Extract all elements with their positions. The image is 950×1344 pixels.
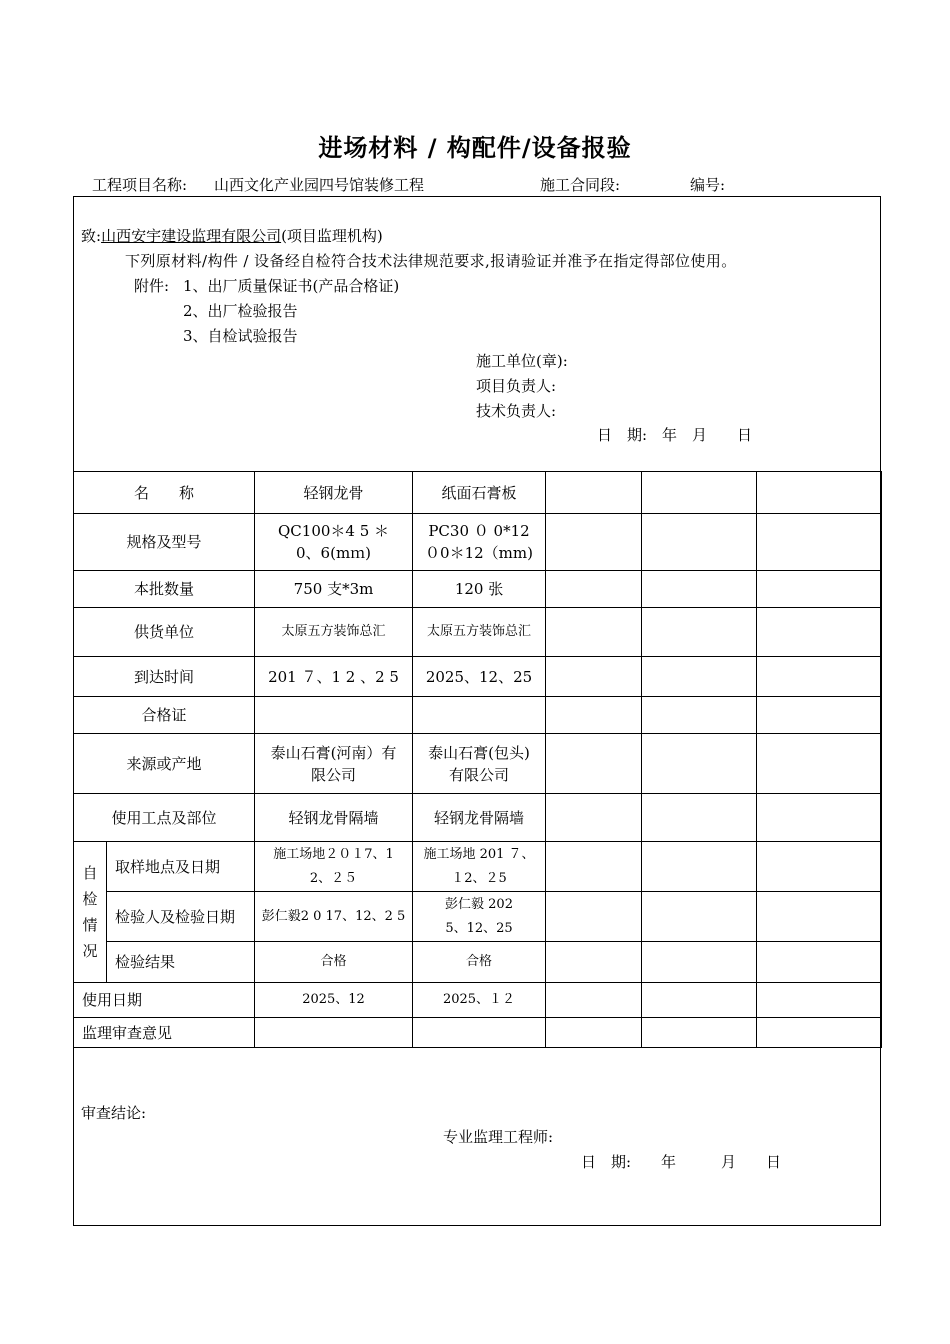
empty-cell [757, 571, 882, 608]
material-2-arrival: 2025、12、25 [413, 657, 546, 697]
project-manager-label: 项目负责人: [476, 377, 557, 395]
empty-cell [546, 942, 642, 983]
supervising-engineer-label: 专业监理工程师: [443, 1128, 554, 1146]
row-label-qty: 本批数量 [74, 571, 255, 608]
table-row [74, 657, 882, 697]
to-prefix: 致: [81, 227, 102, 245]
row-label-arrival: 到达时间 [74, 657, 255, 697]
empty-cell [642, 794, 757, 842]
row-label-sampling: 取样地点及日期 [107, 842, 255, 892]
empty-cell [546, 571, 642, 608]
number-label: 编号: [690, 176, 726, 194]
table-row [74, 571, 882, 608]
empty-cell [642, 892, 757, 942]
attachments-label: 附件: [134, 277, 170, 295]
material-1-origin: 泰山石膏(河南）有限公司 [255, 734, 413, 794]
empty-cell [546, 842, 642, 892]
contractor-seal-label: 施工单位(章): [476, 352, 568, 370]
material-1-use-date: 2025、12 [255, 983, 413, 1018]
table-row [74, 734, 882, 794]
material-2-use-date: 2025、１２ [413, 983, 546, 1018]
material-1-qty: 750 支*3m [255, 571, 413, 608]
attachment-item: 2、出厂检验报告 [183, 302, 298, 320]
empty-cell [546, 794, 642, 842]
material-1-supplier: 太原五方装饰总汇 [255, 608, 413, 657]
supervisor-company: 山西安宇建设监理有限公司 [101, 227, 282, 245]
submission-date-label: 日 期: 年 月 日 [597, 426, 753, 444]
empty-cell [757, 842, 882, 892]
empty-cell [546, 983, 642, 1018]
row-label-cert: 合格证 [74, 697, 255, 734]
empty-cell [757, 472, 882, 514]
empty-cell [546, 608, 642, 657]
self-check-group-label: 自检情况 [74, 842, 107, 983]
empty-cell [546, 657, 642, 697]
row-label-inspector: 检验人及检验日期 [107, 892, 255, 942]
empty-cell [757, 942, 882, 983]
technical-lead-label: 技术负责人: [476, 402, 557, 420]
empty-cell [757, 892, 882, 942]
material-1-arrival: 201 ７、1 2 、2 5 [255, 657, 413, 697]
addressee-line [81, 225, 383, 246]
empty-cell [546, 697, 642, 734]
empty-cell [642, 1018, 757, 1048]
review-conclusion-label: 审查结论: [81, 1104, 147, 1122]
empty-cell [757, 657, 882, 697]
materials-table [73, 471, 882, 1048]
empty-cell [642, 514, 757, 571]
empty-cell [757, 1018, 882, 1048]
row-label-supplier: 供货单位 [74, 608, 255, 657]
empty-cell [546, 514, 642, 571]
row-label-review: 监理审查意见 [74, 1018, 255, 1048]
project-name-value: 山西文化产业园四号馆装修工程 [214, 176, 425, 194]
empty-cell [255, 1018, 413, 1048]
table-row [74, 794, 882, 842]
table-row [74, 608, 882, 657]
form-title: 进场材料 / 构配件/设备报验 [318, 134, 632, 162]
material-1-cert [255, 697, 413, 734]
empty-cell [642, 608, 757, 657]
attachment-item: 1、出厂质量保证书(产品合格证) [183, 277, 400, 295]
row-label-name: 名 称 [74, 472, 255, 514]
material-1-inspector: 彭仁毅2 0 17、12、2 5 [255, 892, 413, 942]
material-2-usage: 轻钢龙骨隔墙 [413, 794, 546, 842]
material-2-qty: 120 张 [413, 571, 546, 608]
to-suffix: (项目监理机构) [281, 227, 383, 245]
empty-cell [642, 842, 757, 892]
attachment-item: 3、自检试验报告 [183, 327, 298, 345]
row-label-usage: 使用工点及部位 [74, 794, 255, 842]
table-row [74, 942, 882, 983]
material-2-supplier: 太原五方装饰总汇 [413, 608, 546, 657]
empty-cell [642, 942, 757, 983]
material-2-inspector: 彭仁毅 2025、12、25 [413, 892, 546, 942]
table-row [74, 697, 882, 734]
empty-cell [642, 657, 757, 697]
empty-cell [757, 514, 882, 571]
project-name-label: 工程项目名称: [92, 176, 188, 194]
material-2-result: 合格 [413, 942, 546, 983]
empty-cell [546, 734, 642, 794]
material-2-origin: 泰山石膏(包头)有限公司 [413, 734, 546, 794]
material-1-name: 轻钢龙骨 [255, 472, 413, 514]
material-2-sampling: 施工场地 201 ７、１2、２5 [413, 842, 546, 892]
empty-cell [757, 608, 882, 657]
row-label-spec: 规格及型号 [74, 514, 255, 571]
empty-cell [642, 571, 757, 608]
material-1-spec: QC100＊4 5 ＊0、6(mｍ) [255, 514, 413, 571]
empty-cell [413, 1018, 546, 1048]
empty-cell [642, 472, 757, 514]
empty-cell [546, 1018, 642, 1048]
table-row [74, 983, 882, 1018]
empty-cell [757, 983, 882, 1018]
empty-cell [757, 734, 882, 794]
table-row [74, 472, 882, 514]
material-2-cert [413, 697, 546, 734]
empty-cell [546, 472, 642, 514]
submission-body: 下列原材料/构件 / 设备经自检符合技术法律规范要求,报请验证并准予在指定得部位使用。 [125, 252, 737, 270]
empty-cell [642, 983, 757, 1018]
contract-section-label: 施工合同段: [540, 176, 621, 194]
material-2-spec: PC30 ０ 0*12 ０0＊12（mm) [413, 514, 546, 571]
material-1-sampling: 施工场地２０１7、12、２５ [255, 842, 413, 892]
row-label-origin: 来源或产地 [74, 734, 255, 794]
row-label-use-date: 使用日期 [74, 983, 255, 1018]
empty-cell [642, 697, 757, 734]
material-2-name: 纸面石膏板 [413, 472, 546, 514]
table-row [74, 514, 882, 571]
material-1-usage: 轻钢龙骨隔墙 [255, 794, 413, 842]
table-row [74, 892, 882, 942]
empty-cell [546, 892, 642, 942]
empty-cell [642, 734, 757, 794]
empty-cell [757, 794, 882, 842]
table-row [74, 842, 882, 892]
empty-cell [757, 697, 882, 734]
review-date-label: 日 期: 年 月 日 [581, 1153, 782, 1171]
row-label-result: 检验结果 [107, 942, 255, 983]
material-1-result: 合格 [255, 942, 413, 983]
table-row [74, 1018, 882, 1048]
